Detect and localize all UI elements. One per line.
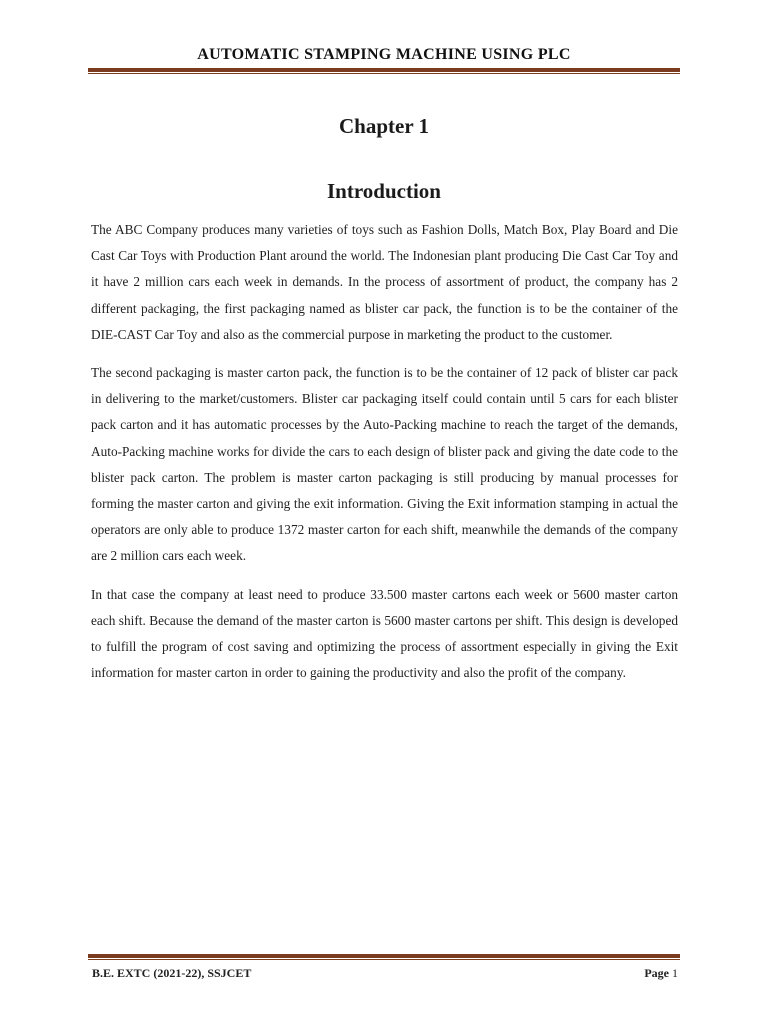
footer-rule bbox=[88, 954, 680, 960]
paragraph-1: The ABC Company produces many varieties of toys such as Fashion Dolls, Match Box, Play Board and Die Cast Car Toys with Production Plant around the world. The Indonesian plant producing Die Cast Car Toy and it have 2 million cars each week in demands. In the process of assortment of product, the company has 2 different packaging, the first packaging named as blister car pack, the function is to be the container of the DIE-CAST Car Toy and also as the commercial purpose in marketing the product to the customer. bbox=[91, 222, 678, 342]
chapter-heading: Chapter 1 bbox=[338, 114, 430, 138]
page-label: Page bbox=[644, 966, 669, 980]
header-rule bbox=[88, 68, 680, 74]
footer-course-info: B.E. EXTC (2021-22), SSJCET bbox=[92, 966, 252, 980]
page-number: 1 bbox=[672, 966, 678, 980]
paragraph-3: In that case the company at least need to produce 33.500 master cartons each week or 5600 master carton each shift. Because the demand of the master carton is 5600 master cartons per shift. This design is developed to fulfill the program of cost saving and optimizing the process of assortment especially in giving the Exit information for master carton in order to gaining the productivity and also the profit of the company. bbox=[91, 586, 678, 681]
body-text bbox=[91, 217, 678, 698]
section-heading: Introduction bbox=[327, 179, 441, 203]
paragraph-2: The second packaging is master carton pack, the function is to be the container of 12 pack of blister car pack in delivering to the market/customers. Blister car packaging itself could contain until 5 cars for each blister pack carton and it has automatic processes by the Auto-Packing machine to reach the target of the demands, Auto-Packing machine works for divide the cars to each design of blister pack and giving the date code to the blister pack carton. The problem is master carton packaging is still producing by manual processes for forming the master carton and giving the exit information. Giving the Exit information stamping in actual the operators are only able to produce 1372 master carton for each shift, meanwhile the demands of the company are 2 million cars each week. bbox=[91, 365, 678, 564]
running-header-title: AUTOMATIC STAMPING MACHINE USING PLC bbox=[197, 46, 571, 63]
footer-page-number bbox=[644, 966, 678, 981]
